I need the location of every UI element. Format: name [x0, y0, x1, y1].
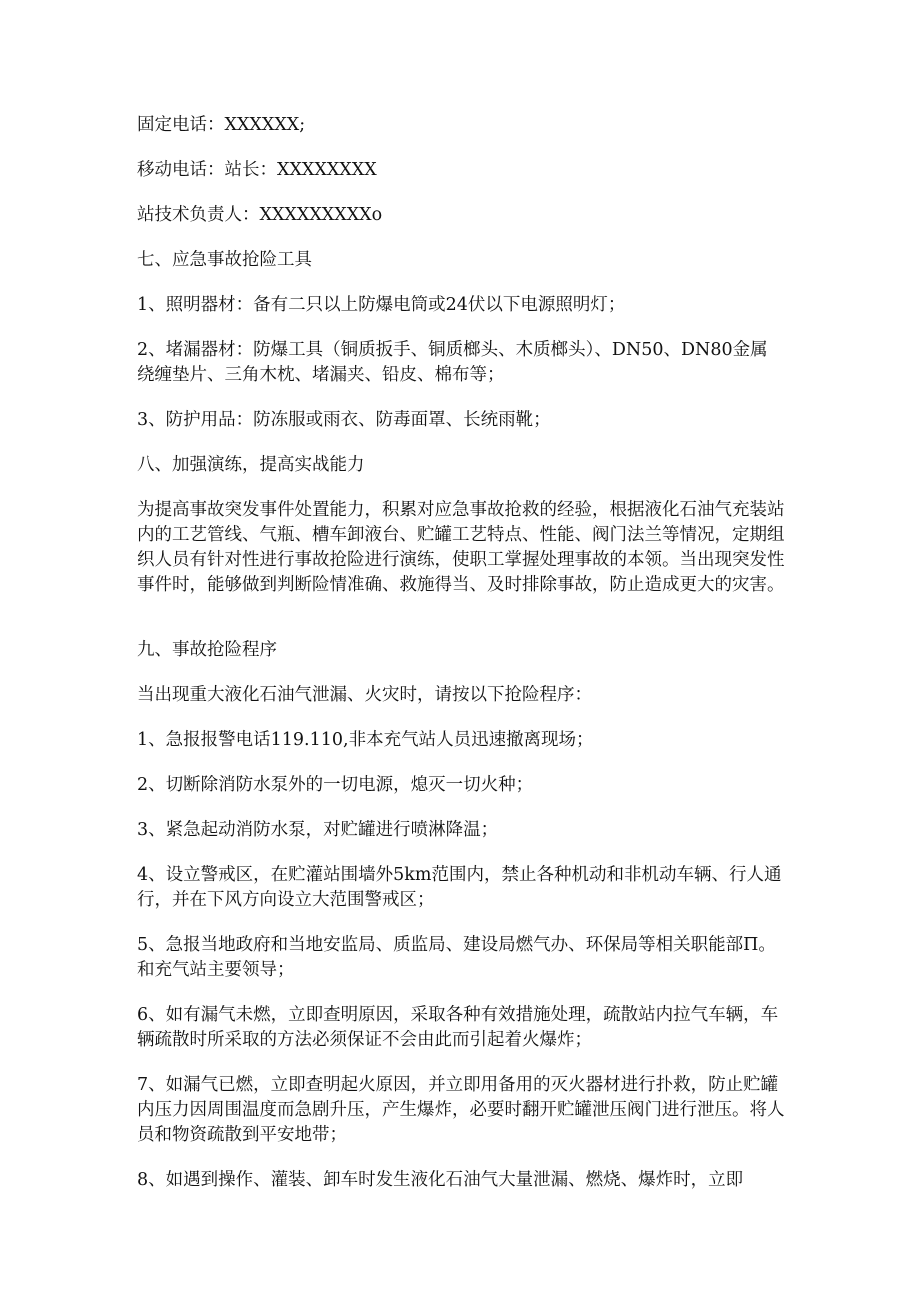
procedure-step-2: 2、切断除消防水泵外的一切电源，熄灭一切火种； [137, 775, 534, 795]
fixed-phone-line: 固定电话：XXXXXX; [137, 115, 306, 135]
procedure-step-8: 8、如遇到操作、灌装、卸车时发生液化石油气大量泄漏、燃烧、爆炸时，立即 [137, 1170, 744, 1190]
procedure-step-7: 7、如漏气已燃，立即查明起火原因，并立即用备用的灭火器材进行扑救，防止贮罐内压力因周围温度而急剧升压，产生爆炸，必要时翻开贮罐泄压阀门进行泄压。将人员和物资疏散到平安地带； [137, 1075, 785, 1145]
procedure-intro: 当出现重大液化石油气泄漏、火灾时，请按以下抢险程序： [137, 685, 592, 705]
tool-item-3: 3、防护用品：防冻服或雨衣、防毒面罩、长统雨靴； [137, 410, 551, 430]
section-heading-7: 七、应急事故抢险工具 [137, 250, 312, 270]
tool-item-2: 2、堵漏器材：防爆工具（铜质扳手、铜质榔头、木质榔头）、DN50、DN80金属绕缠垫片、三角木枕、堵漏夹、铅皮、棉布等； [137, 340, 768, 385]
mobile-phone-line: 移动电话：站长：XXXXXXXX [137, 160, 377, 180]
procedure-step-1: 1、急报报警电话119.110,非本充气站人员迅速撤离现场； [137, 730, 594, 750]
procedure-step-5: 5、急报当地政府和当地安监局、质监局、建设局燃气办、环保局等相关职能部Π。和充气站主要领导； [137, 935, 776, 980]
tech-lead-line: 站技术负责人：XXXXXXXXXo [137, 205, 383, 225]
drill-paragraph: 为提高事故突发事件处置能力，积累对应急事故抢救的经验，根据液化石油气充装站内的工艺管线、气瓶、槽车卸液台、贮罐工艺特点、性能、阀门法兰等情况，定期组织人员有针对性进行事故抢险进行演练，使职工掌握处理事故的本领。当出现突发性事件时，能够做到判断险情准确、救施得当、及时排除事故，防止造成更大的灾害。 [137, 500, 785, 595]
section-heading-8: 八、加强演练，提高实战能力 [137, 455, 365, 475]
tool-item-1: 1、照明器材：备有二只以上防爆电筒或24伏以下电源照明灯； [137, 295, 626, 315]
procedure-step-4: 4、设立警戒区，在贮灌站围墙外5km范围内，禁止各种机动和非机动车辆、行人通行，并在下风方向设立大范围警戒区； [137, 865, 782, 910]
procedure-step-6: 6、如有漏气未燃，立即查明原因，采取各种有效措施处理，疏散站内拉气车辆，车辆疏散时所采取的方法必须保证不会由此而引起着火爆炸； [137, 1005, 779, 1050]
procedure-step-3: 3、紧急起动消防水泵，对贮罐进行喷淋降温； [137, 820, 499, 840]
section-heading-9: 九、事故抢险程序 [137, 640, 277, 660]
